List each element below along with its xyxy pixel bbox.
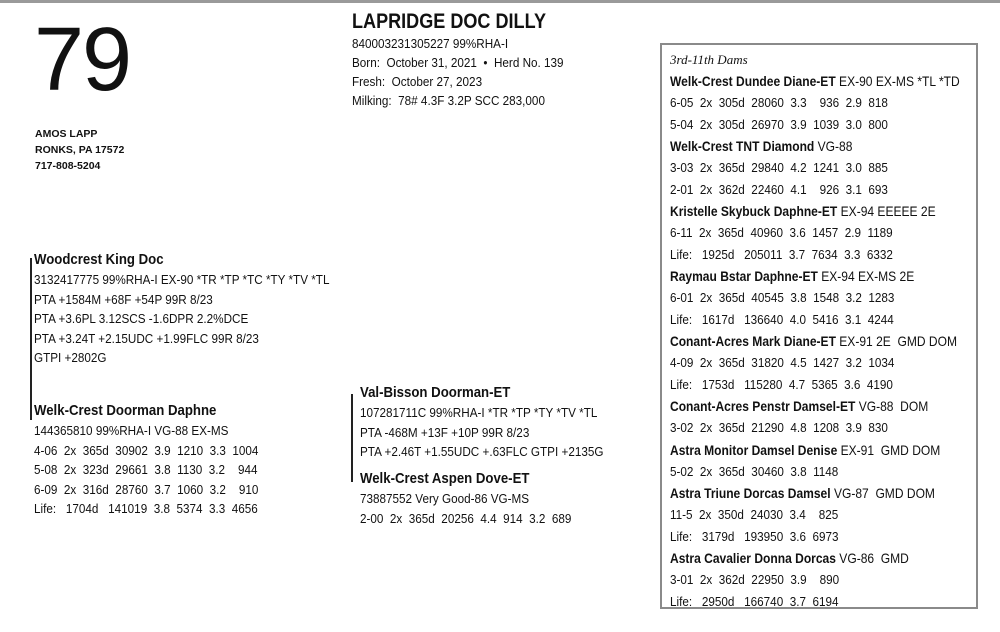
dam-entry-record: 4-09 2x 365d 31820 4.5 1427 3.2 1034 <box>670 355 895 370</box>
dam-entry-record: 5-02 2x 365d 30460 3.8 1148 <box>670 463 839 479</box>
dam-entry-name: Conant-Acres Penstr Damsel-ET <box>670 398 856 414</box>
dam-entry-rating: EX-91 2E GMD DOM <box>835 333 958 349</box>
animal-milking: Milking: 78# 4.3F 3.2P SCC 283,000 <box>352 93 545 108</box>
consignor-address: RONKS, PA 17572 <box>35 144 125 156</box>
dam-entry <box>670 200 1000 265</box>
dams-box-heading: 3rd-11th Dams <box>670 52 748 67</box>
dam-entry-name: Raymau Bstar Daphne-ET <box>670 268 818 284</box>
sire-line: PTA +3.6PL 3.12SCS -1.6DPR 2.2%DCE <box>34 311 249 326</box>
dam-entry-rating: EX-94 EX-MS 2E <box>817 268 915 284</box>
dam-entry <box>670 439 1000 483</box>
dam-entry-record: 3-01 2x 362d 22950 3.9 890 <box>670 572 840 587</box>
maternal-grandsire-name: Val-Bisson Doorman-ET <box>360 384 511 401</box>
animal-name: LAPRIDGE DOC DILLY <box>352 10 546 33</box>
dam-entry-record: Life: 1925d 205011 3.7 7634 3.3 6332 <box>670 246 893 262</box>
dam-entry <box>670 395 1000 439</box>
maternal-grandsire-line: PTA +2.46T +1.55UDC +.63FLC GTPI +2135G <box>360 444 604 459</box>
dam-entry-record: 6-11 2x 365d 40960 3.6 1457 2.9 1189 <box>670 225 893 240</box>
maternal-grandsire-block <box>360 383 631 462</box>
dam-line: 5-08 2x 323d 29661 3.8 1130 3.2 944 <box>34 462 258 477</box>
lot-number: 79 <box>34 10 131 110</box>
maternal-grandsire-line: 107281711C 99%RHA-I *TR *TP *TY *TV *TL <box>360 405 598 420</box>
dam-entry-title <box>670 395 960 417</box>
dam-line: Life: 1704d 141019 3.8 5374 3.3 4656 <box>34 501 258 516</box>
sire-line: PTA +3.24T +2.15UDC +1.99FLC 99R 8/23 <box>34 330 259 346</box>
dam-entry-title <box>670 135 960 157</box>
dam-name: Welk-Crest Doorman Daphne <box>34 402 217 419</box>
dam-entry-record: 3-03 2x 365d 29840 4.2 1241 3.0 885 <box>670 160 888 175</box>
dam-entry-title <box>670 200 960 222</box>
sire-line: PTA +1584M +68F +54P 99R 8/23 <box>34 291 213 307</box>
dam-entry-name: Astra Monitor Damsel Denise <box>670 441 838 458</box>
dam-entry-name: Conant-Acres Mark Diane-ET <box>670 333 836 349</box>
dam-entry <box>670 482 1000 547</box>
dam-line: 6-09 2x 316d 28760 3.7 1060 3.2 910 <box>34 481 259 497</box>
pedigree-bracket-left <box>30 258 32 420</box>
dam-entry-rating: EX-91 GMD DOM <box>837 441 941 458</box>
animal-born: Born: October 31, 2021 • Herd No. 139 <box>352 55 564 70</box>
sire-block <box>34 250 362 368</box>
dam-entry-rating: VG-88 DOM <box>855 398 929 414</box>
maternal-grandsire-line: PTA -468M +13F +10P 99R 8/23 <box>360 424 530 440</box>
dams-box <box>660 43 978 609</box>
dam-line: 4-06 2x 365d 30902 3.9 1210 3.3 1004 <box>34 442 259 458</box>
dam-entry <box>670 265 1000 330</box>
dam-entry-rating: VG-86 GMD <box>835 550 909 566</box>
dam-entry-title <box>670 482 960 504</box>
sire-name: Woodcrest King Doc <box>34 251 164 268</box>
granddam-name: Welk-Crest Aspen Dove-ET <box>360 470 530 487</box>
consignor-name: AMOS LAPP <box>35 128 98 140</box>
dam-line: 144365810 99%RHA-I VG-88 EX-MS <box>34 423 229 438</box>
dam-entry-name: Kristelle Skybuck Daphne-ET <box>670 203 838 219</box>
dam-entry-record: Life: 3179d 193950 3.6 6973 <box>670 528 839 544</box>
animal-id: 840003231305227 99%RHA-I <box>352 36 509 51</box>
sire-line: 3132417775 99%RHA-I EX-90 *TR *TP *TC *TY *TV *TL <box>34 272 330 287</box>
dam-entry <box>670 70 1000 135</box>
dam-entry-record: 6-05 2x 305d 28060 3.3 936 2.9 818 <box>670 95 888 110</box>
granddam-line: 2-00 2x 365d 20256 4.4 914 3.2 689 <box>360 510 572 526</box>
top-rule <box>0 0 1000 3</box>
dam-entry-rating: VG-88 <box>814 138 853 154</box>
dam-entry <box>670 135 1000 200</box>
dam-block <box>34 401 283 519</box>
animal-header <box>352 10 587 110</box>
dam-entry-title <box>670 70 960 92</box>
dam-entry-record: 2-01 2x 362d 22460 4.1 926 3.1 693 <box>670 181 888 197</box>
dam-entry-title <box>670 265 960 287</box>
dam-entry-name: Welk-Crest Dundee Diane-ET <box>670 73 836 89</box>
dam-entry <box>670 330 1000 395</box>
dam-entry-record: Life: 1617d 136640 4.0 5416 3.1 4244 <box>670 311 894 327</box>
consignor-phone: 717-808-5204 <box>35 160 101 172</box>
dam-entry-record: 5-04 2x 305d 26970 3.9 1039 3.0 800 <box>670 116 888 132</box>
dam-entry-rating: EX-90 EX-MS *TL *TD <box>835 73 960 89</box>
dam-entry-record: Life: 1753d 115280 4.7 5365 3.6 4190 <box>670 376 893 392</box>
dam-entry-record: Life: 2950d 166740 3.7 6194 <box>670 593 839 609</box>
granddam-block <box>360 469 595 528</box>
dam-entry-record: 3-02 2x 365d 21290 4.8 1208 3.9 830 <box>670 420 888 435</box>
dam-entry-rating: EX-94 EEEEE 2E <box>837 203 936 219</box>
dam-entry-name: Welk-Crest TNT Diamond <box>670 138 815 154</box>
animal-fresh: Fresh: October 27, 2023 <box>352 74 483 89</box>
dam-entry-title <box>670 330 960 352</box>
dam-entry-name: Astra Cavalier Donna Dorcas <box>670 550 836 566</box>
dam-entry-title <box>670 547 960 569</box>
dam-entry <box>670 547 1000 612</box>
sire-line: GTPI +2802G <box>34 350 107 365</box>
dam-entry-name: Astra Triune Dorcas Damsel <box>670 485 831 501</box>
dam-entry-title <box>670 439 960 461</box>
dam-entry-record: 6-01 2x 365d 40545 3.8 1548 3.2 1283 <box>670 290 895 305</box>
consignor-info <box>35 126 124 174</box>
dam-entry-record: 11-5 2x 350d 24030 3.4 825 <box>670 507 839 522</box>
pedigree-bracket-right <box>351 394 353 482</box>
granddam-line: 73887552 Very Good-86 VG-MS <box>360 491 530 506</box>
dam-entry-rating: VG-87 GMD DOM <box>830 485 935 501</box>
dam-list <box>670 70 1000 612</box>
